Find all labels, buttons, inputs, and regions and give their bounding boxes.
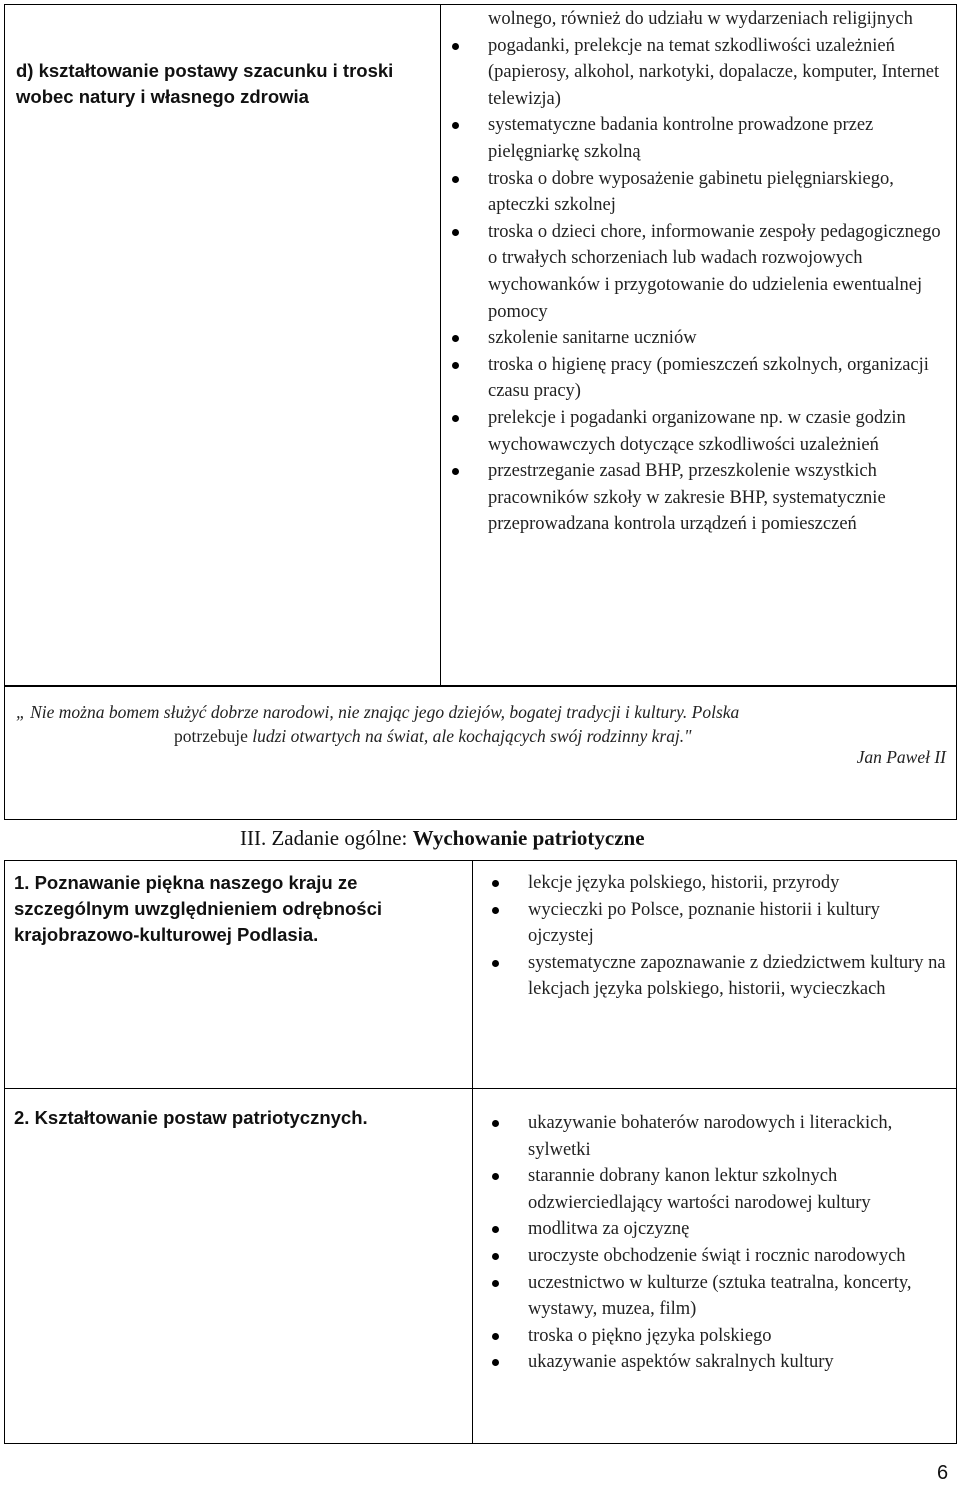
list-item (486, 1163, 948, 1216)
list-item (486, 897, 948, 950)
bullet-icon (452, 335, 459, 342)
list-item (486, 1270, 948, 1323)
bullet-icon (492, 1333, 499, 1340)
quote-line-2-italic: ludzi otwartych na świat, ale kochających swój rodzinny kraj." (252, 726, 692, 746)
section-row-1-items (486, 870, 948, 1003)
top-bullet-list (446, 33, 954, 538)
quote-line-2-plain: potrzebuje (174, 726, 253, 746)
list-item-text: systematyczne badania kontrolne prowadzone przez pielęgniarkę szkolną (488, 115, 874, 162)
list-item-text: prelekcje i pogadanki organizowane np. w czasie godzin wychowawczych dotyczące szkodliwości uzależnień (488, 407, 906, 455)
list-item-text: troska o dzieci chore, informowanie zespoły pedagogicznego o trwałych schorzeniach lub wadach rozwojowych wychowanków i przygotowanie do udzielenia ewentualnej pomocy (488, 221, 941, 322)
top-category-label: d) kształtowanie postawy szacunku i troski wobec natury i własnego zdrowia (16, 60, 394, 107)
bullet-icon (452, 176, 459, 183)
list-item (486, 1243, 948, 1270)
bullet-icon (452, 415, 459, 422)
list-item (446, 458, 954, 538)
list-item-text: uroczyste obchodzenie świąt i rocznic narodowych (528, 1245, 906, 1266)
list-item-text: systematyczne zapoznawanie z dziedzictwem kultury na lekcjach języka polskiego, historii, wycieczkach (528, 952, 946, 1000)
list-item (446, 112, 954, 165)
list-item (446, 166, 954, 219)
list-item-text: modlitwa za ojczyznę (528, 1219, 690, 1240)
section-heading (240, 826, 645, 851)
row-2-bullet-list (486, 1110, 948, 1376)
bullet-icon (492, 1226, 499, 1233)
continuation-text: wolnego, również do udziału w wydarzeniach religijnych (488, 9, 913, 29)
bullet-icon (492, 1253, 499, 1260)
bullet-icon (452, 229, 459, 236)
list-item-text: wycieczki po Polsce, poznanie historii i kultury ojczystej (528, 899, 880, 947)
quote-author: Jan Paweł II (856, 747, 946, 767)
list-item (446, 219, 954, 325)
bullet-icon (492, 1280, 499, 1287)
list-item-text: przestrzeganie zasad BHP, przeszkolenie wszystkich pracowników szkoły w zakresie BHP, systematycznie przeprowadzana kontrola urządzeń i pomieszczeń (488, 461, 886, 535)
list-item (486, 1349, 948, 1376)
list-item (446, 325, 954, 352)
list-item-text: troska o piękno języka polskiego (528, 1325, 772, 1346)
list-item-text: ukazywanie aspektów sakralnych kultury (528, 1352, 834, 1373)
bullet-icon (492, 1173, 499, 1180)
list-item-text: uczestnictwo w kulturze (sztuka teatralna, koncerty, wystawy, muzea, film) (528, 1272, 912, 1320)
list-item (486, 950, 948, 1003)
top-items-cell (446, 6, 954, 538)
bullet-icon (452, 122, 459, 129)
section-table-divider (472, 860, 473, 1444)
bullet-icon (452, 468, 459, 475)
page-number: 6 (937, 1462, 949, 1484)
section-row-2-items (486, 1110, 948, 1376)
list-item-text: starannie dobrany kanon lektur szkolnych odzwierciedlający wartości narodowej kultury (528, 1166, 871, 1213)
section-row-1-category: 1. Poznawanie piękna naszego kraju ze szczególnym uwzględnieniem odrębności krajobrazowo-kulturowej Podlasia. (14, 872, 383, 945)
bullet-icon (492, 907, 499, 914)
section-row-2-category: 2. Kształtowanie postaw patriotycznych. (14, 1107, 368, 1128)
section-heading-bold: Wychowanie patriotyczne (412, 826, 645, 850)
list-item-text: troska o dobre wyposażenie gabinetu pielęgniarskiego, apteczki szkolnej (488, 168, 894, 216)
bullet-icon (492, 960, 499, 967)
list-item (446, 352, 954, 405)
list-item (486, 1110, 948, 1163)
list-item (486, 1323, 948, 1350)
quote-line-1: „ Nie można bomem służyć dobrze narodowi, nie znając jego dziejów, bogatej tradycji i kultury. Polska (16, 702, 740, 722)
top-table-divider (440, 4, 441, 686)
bullet-icon (492, 1359, 499, 1366)
list-item (486, 1216, 948, 1243)
section-heading-prefix: III. Zadanie ogólne: (240, 826, 413, 850)
quote-text (16, 700, 951, 748)
section-row-divider (4, 1088, 957, 1089)
list-item-text: szkolenie sanitarne uczniów (488, 328, 697, 349)
list-item-text: lekcje języka polskiego, historii, przyrody (528, 873, 840, 893)
list-item (486, 870, 948, 897)
bullet-icon (452, 362, 459, 369)
list-item-text: troska o higienę pracy (pomieszczeń szkolnych, organizacji czasu pracy) (488, 354, 929, 402)
list-item-text: pogadanki, prelekcje na temat szkodliwości uzależnień (papierosy, alkohol, narkotyki, dopalacze, komputer, Internet telewizja) (488, 35, 940, 109)
list-item-text: ukazywanie bohaterów narodowych i literackich, sylwetki (528, 1113, 893, 1160)
bullet-icon (492, 1120, 499, 1127)
bullet-icon (452, 43, 459, 50)
bullet-icon (492, 880, 499, 887)
list-item (446, 33, 954, 113)
list-item (446, 405, 954, 458)
row-1-bullet-list (486, 870, 948, 1003)
